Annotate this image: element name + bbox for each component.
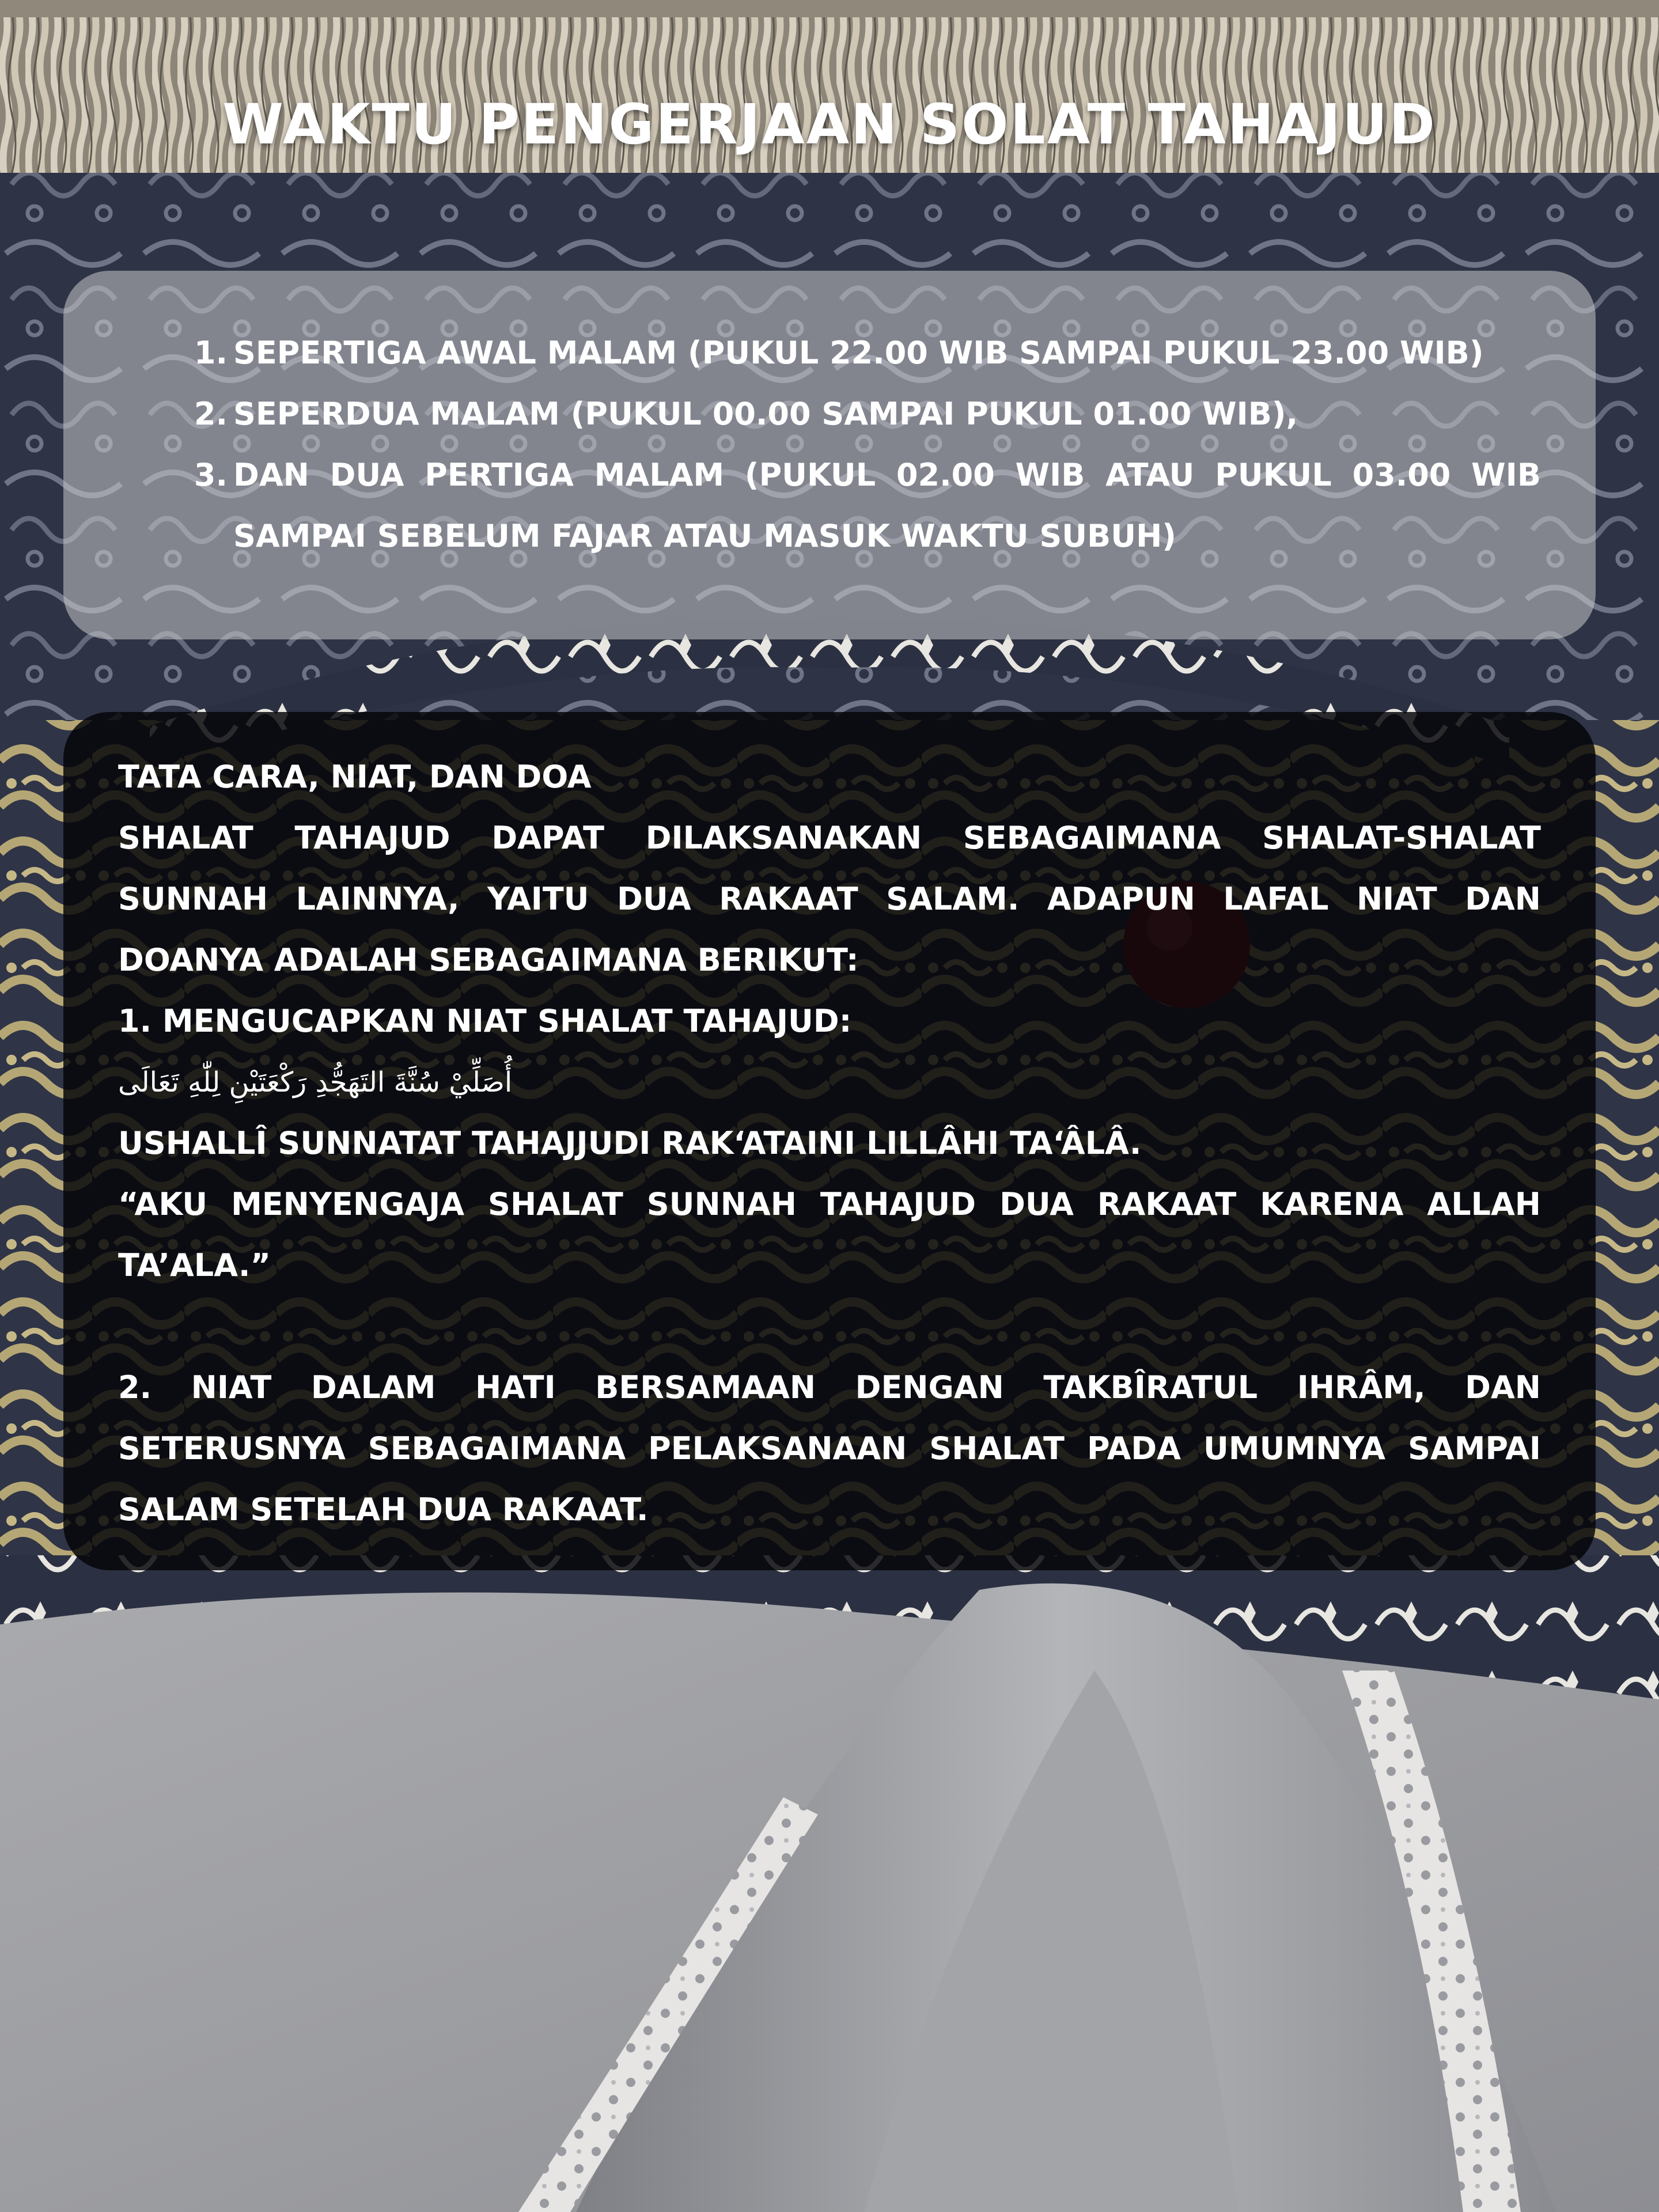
page-title: WAKTU PENGERJAAN SOLAT TAHAJUD — [222, 92, 1437, 157]
prayer-times-list — [179, 323, 1541, 567]
transliteration: USHALLÎ SUNNATAT TAHAJJUDI RAK‘ATAINI LILLÂHI TA‘ÂLÂ. — [118, 1125, 1142, 1161]
section-heading: TATA CARA, NIAT, DAN DOA — [118, 759, 592, 795]
translation: “AKU MENYENGAJA SHALAT SUNNAH TAHAJUD DUA RAKAAT KARENA ALLAH TA’ALA.” — [118, 1186, 1541, 1283]
list-text: SEPERDUA MALAM (PUKUL 00.00 SAMPAI PUKUL 01.00 WIB), — [233, 396, 1298, 432]
intro-paragraph: SHALAT TAHAJUD DAPAT DILAKSANAKAN SEBAGAIMANA SHALAT-SHALAT SUNNAH LAINNYA, YAITU DUA RAKAAT SALAM. ADAPUN LAFAL NIAT DAN DOANYA ADALAH SEBAGAIMANA BERIKUT: — [118, 820, 1541, 978]
procedure-panel — [63, 712, 1596, 1570]
arabic-niat: أُصَلِّيْ سُنَّةَ التَهَجُّدِ رَكْعَتَيْنِ لِلّٰهِ تَعَالَى — [118, 1066, 513, 1099]
list-number: 3. — [194, 457, 228, 493]
list-number: 2. — [194, 396, 228, 432]
spacer — [118, 1296, 1541, 1357]
prayer-times-panel — [63, 271, 1596, 639]
list-item — [179, 445, 1541, 567]
list-text: DAN DUA PERTIGA MALAM (PUKUL 02.00 WIB ATAU PUKUL 03.00 WIB SAMPAI SEBELUM FAJAR ATAU MASUK WAKTU SUBUH) — [233, 457, 1541, 554]
step-2-paragraph: 2. NIAT DALAM HATI BERSAMAAN DENGAN TAKBÎRATUL IHRÂM, DAN SETERUSNYA SEBAGAIMANA PELAKSANAAN SHALAT PADA UMUMNYA SAMPAI SALAM SETELAH DUA RAKAAT. — [118, 1369, 1541, 1528]
list-text: SEPERTIGA AWAL MALAM (PUKUL 22.00 WIB SAMPAI PUKUL 23.00 WIB) — [233, 335, 1484, 371]
list-number: 1. — [194, 335, 228, 371]
step-1-heading: 1. MENGUCAPKAN NIAT SHALAT TAHAJUD: — [118, 1003, 852, 1039]
list-item — [179, 323, 1541, 384]
list-item — [179, 384, 1541, 445]
